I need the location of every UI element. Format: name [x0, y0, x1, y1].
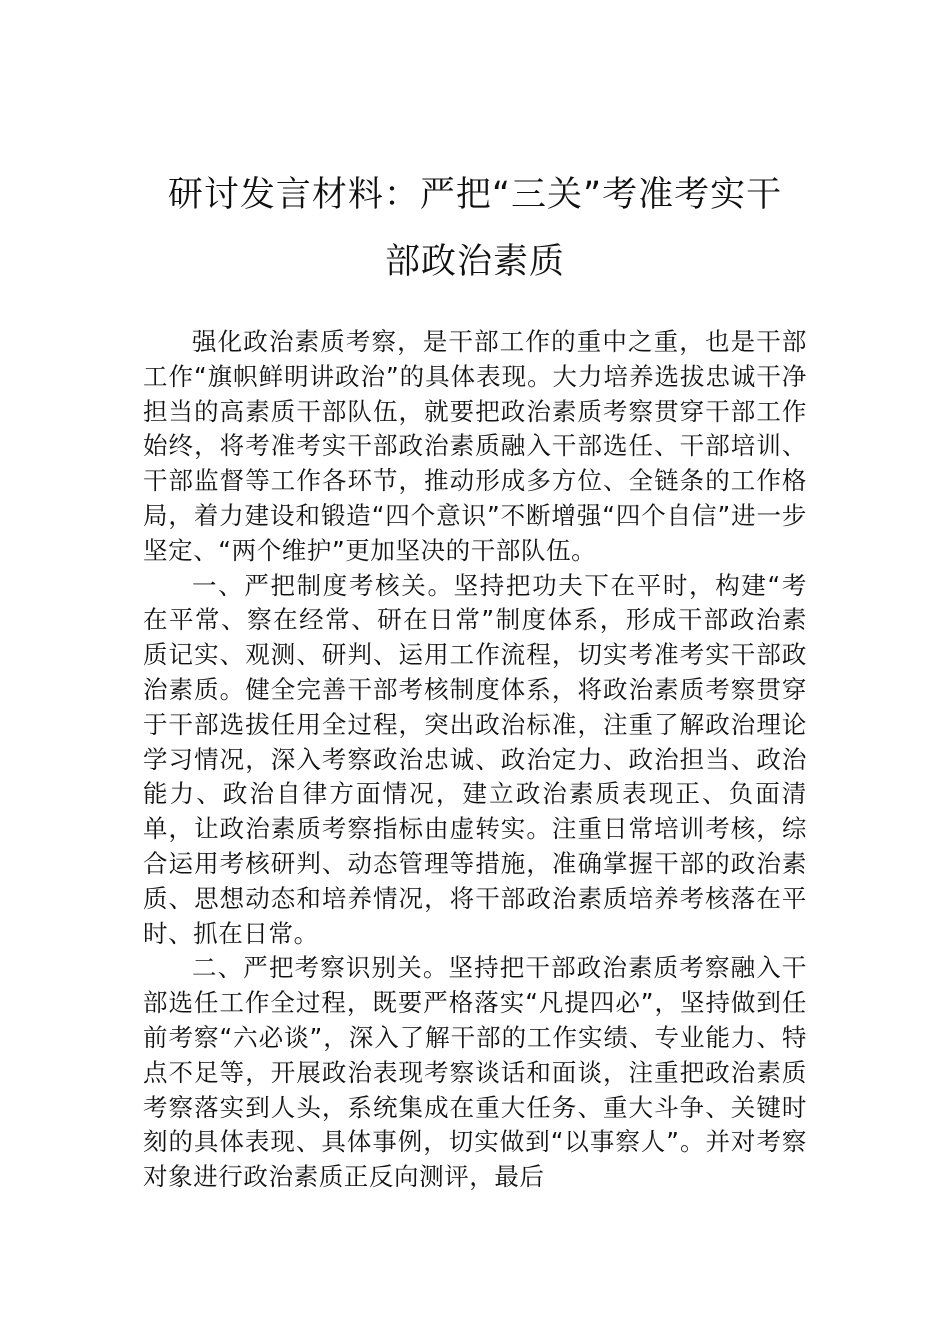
title-line-2: 部政治素质	[384, 242, 565, 282]
document-body	[143, 325, 807, 1195]
section-1-paragraph: 一、严把制度考核关。坚持把功夫下在平时，构建“考在平常、察在经常、研在日常”制度体系，形成干部政治素质记实、观测、研判、运用工作流程，切实考准考实干部政治素质。健全完善干部考核制度体系，将政治素质考察贯穿于干部选拔任用全过程，突出政治标准，注重了解政治理论学习情况，深入考察政治忠诚、政治定力、政治担当、政治能力、政治自律方面情况，建立政治素质表现正、负面清单，让政治素质考察指标由虚转实。注重日常培训考核，综合运用考核研判、动态管理等措施，准确掌握干部的政治素质、思想动态和培养情况，将干部政治素质培养考核落在平时、抓在日常。	[143, 570, 807, 948]
document-title	[143, 162, 807, 296]
intro-paragraph: 强化政治素质考察，是干部工作的重中之重，也是干部工作“旗帜鲜明讲政治”的具体表现。大力培养选拔忠诚干净担当的高素质干部队伍，就要把政治素质考察贯穿干部工作始终，将考准考实干部政治素质融入干部选任、干部培训、干部监督等工作各环节，推动形成多方位、全链条的工作格局，着力建设和锻造“四个意识”不断增强“四个自信”进一步坚定、“两个维护”更加坚决的干部队伍。	[143, 327, 807, 565]
section-2-paragraph: 二、严把考察识别关。坚持把干部政治素质考察融入干部选任工作全过程，既要严格落实“凡提四必”，坚持做到任前考察“六必谈”，深入了解干部的工作实绩、专业能力、特点不足等，开展政治表现考察谈话和面谈，注重把政治素质考察落实到人头，系统集成在重大任务、重大斗争、关键时刻的具体表现、具体事例，切实做到“以事察人”。并对考察对象进行政治素质正反向测评，最后	[143, 953, 807, 1192]
title-line-1: 研讨发言材料：严把“三关”考准考实干	[167, 175, 783, 215]
